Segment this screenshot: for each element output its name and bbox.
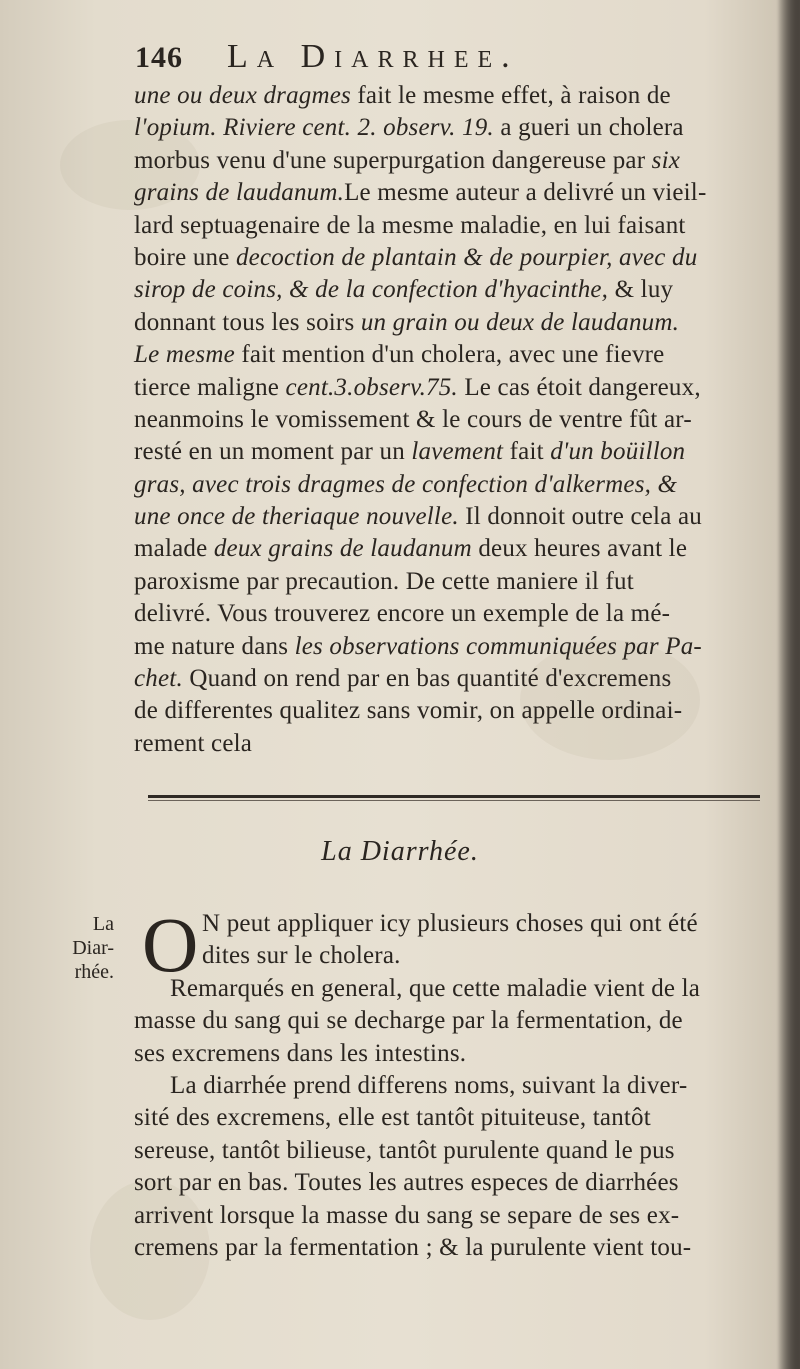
text-line [134, 940, 794, 972]
text-segment: morbus venu d'une superpurgation dangereuse par [134, 146, 652, 174]
running-head: La Diarrhee. [227, 38, 519, 75]
italic-segment: un grain ou deux de laudanum. [360, 308, 680, 336]
text-segment: tierce maligne [134, 373, 286, 401]
text-line [134, 177, 794, 209]
text-line [134, 274, 794, 306]
text-line [134, 469, 794, 501]
italic-segment: d'un boüillon [550, 438, 686, 466]
text-segment: sereuse, tantôt bilieuse, tantôt purulente quand le pus [134, 1136, 675, 1164]
italic-segment: decoction de plantain & de pourpier, avec du [235, 243, 698, 271]
text-line [134, 1102, 794, 1134]
italic-segment: sirop de coins, & de la confection d'hyacinthe, [134, 276, 609, 304]
text-line [134, 372, 794, 404]
text-line [134, 242, 794, 274]
text-segment: lard septuagenaire de la mesme maladie, en lui faisant [134, 211, 686, 239]
text-line [134, 339, 794, 371]
text-line [134, 728, 794, 760]
margin-note-line: rhée. [74, 961, 114, 983]
text-segment: cremens par la fermentation ; & la purulente vient tou- [134, 1233, 692, 1261]
text-segment: delivré. Vous trouverez encore un exemple de la mé- [134, 600, 671, 628]
italic-segment: lavement [411, 438, 504, 466]
text-segment: La diarrhée prend differens noms, suivant la diver- [170, 1071, 688, 1099]
page-number: 146 [135, 41, 183, 74]
text-line [134, 501, 794, 533]
italic-segment: une ou deux dragmes [134, 82, 351, 109]
text-segment: Le cas étoit dangereux, [457, 373, 701, 401]
italic-segment: deux grains de laudanum [213, 535, 472, 563]
text-segment: neanmoins le vomissement & le cours de ventre fût ar- [134, 405, 692, 433]
text-segment: resté en un moment par un [134, 438, 412, 466]
text-segment: N peut appliquer icy plusieurs choses qui ont été [202, 910, 698, 937]
text-segment: deux heures avant le [471, 535, 688, 563]
text-segment: fait mention d'un cholera, avec une fievre [234, 341, 665, 369]
text-line [134, 695, 794, 727]
text-segment: Il donnoit outre cela au [458, 503, 702, 531]
text-segment: paroxisme par precaution. De cette maniere il fut [134, 567, 634, 595]
body-text-bottom [134, 901, 794, 1264]
text-line [134, 210, 794, 242]
text-segment: me nature dans [134, 632, 295, 660]
text-segment: Remarqués en general, que cette maladie vient de la [170, 974, 701, 1002]
margin-note-line: Diar- [72, 937, 114, 959]
text-line [134, 631, 794, 663]
text-line [134, 1200, 794, 1232]
italic-segment: Le mesme [134, 341, 235, 369]
text-segment: masse du sang qui se decharge par la fermentation, de [134, 1007, 683, 1035]
text-line [134, 1135, 794, 1167]
italic-segment: gras, avec trois dragmes de confection d'alkermes, & [134, 470, 678, 498]
text-segment: arrivent lorsque la masse du sang se separe de ses ex- [134, 1201, 680, 1229]
text-line [134, 973, 794, 1005]
text-line [134, 663, 794, 695]
text-segment: boire une [134, 243, 236, 271]
text-line [134, 436, 794, 468]
text-line [134, 1038, 794, 1070]
text-line [134, 404, 794, 436]
text-line [134, 145, 794, 177]
margin-note [48, 912, 114, 984]
text-segment: & luy [608, 276, 674, 304]
text-segment: sort par en bas. Toutes les autres especes de diarrhées [134, 1169, 679, 1197]
italic-segment: les observations communiquées par Pa- [294, 632, 702, 660]
text-line [134, 1070, 794, 1102]
text-segment: Quand on rend par en bas quantité d'excremens [182, 665, 672, 693]
text-line [134, 1232, 794, 1264]
text-segment: fait [503, 438, 551, 466]
text-segment: donnant tous les soirs [134, 308, 361, 336]
text-line [134, 1167, 794, 1199]
section-rule-thin [148, 800, 760, 801]
text-segment: dites sur le cholera. [202, 942, 401, 970]
italic-segment: six [651, 146, 681, 174]
text-segment: de differentes qualitez sans vomir, on appelle ordinai- [134, 697, 683, 725]
text-segment: ses excremens dans les intestins. [134, 1039, 467, 1067]
text-line [134, 908, 794, 940]
text-line [134, 566, 794, 598]
text-segment: malade [134, 535, 214, 563]
margin-note-line: La [92, 913, 114, 935]
section-title: La Diarrhée. [321, 836, 479, 867]
text-segment: fait le mesme effet, à raison de [350, 82, 671, 109]
italic-segment: cent.3.observ.75. [285, 373, 458, 401]
text-segment: Le mesme auteur a delivré un vieil- [344, 179, 707, 207]
italic-segment: l'opium. Riviere cent. 2. observ. 19. [134, 114, 494, 142]
text-line [134, 80, 794, 112]
text-line [134, 1005, 794, 1037]
text-segment: rement cela [134, 729, 253, 757]
page-edge-shadow [778, 0, 800, 1369]
italic-segment: grains de laudanum. [134, 179, 345, 207]
text-segment: a gueri un cholera [493, 114, 684, 142]
text-line [134, 307, 794, 339]
section-rule [148, 795, 760, 798]
text-line [134, 112, 794, 144]
drop-cap: O [142, 901, 199, 988]
text-line [134, 598, 794, 630]
text-segment: sité des excremens, elle est tantôt pituiteuse, tantôt [134, 1104, 651, 1132]
body-text-top [134, 80, 794, 760]
page-header [135, 38, 775, 82]
text-line [134, 533, 794, 565]
italic-segment: une once de theriaque nouvelle. [134, 503, 459, 531]
italic-segment: chet. [134, 665, 183, 693]
